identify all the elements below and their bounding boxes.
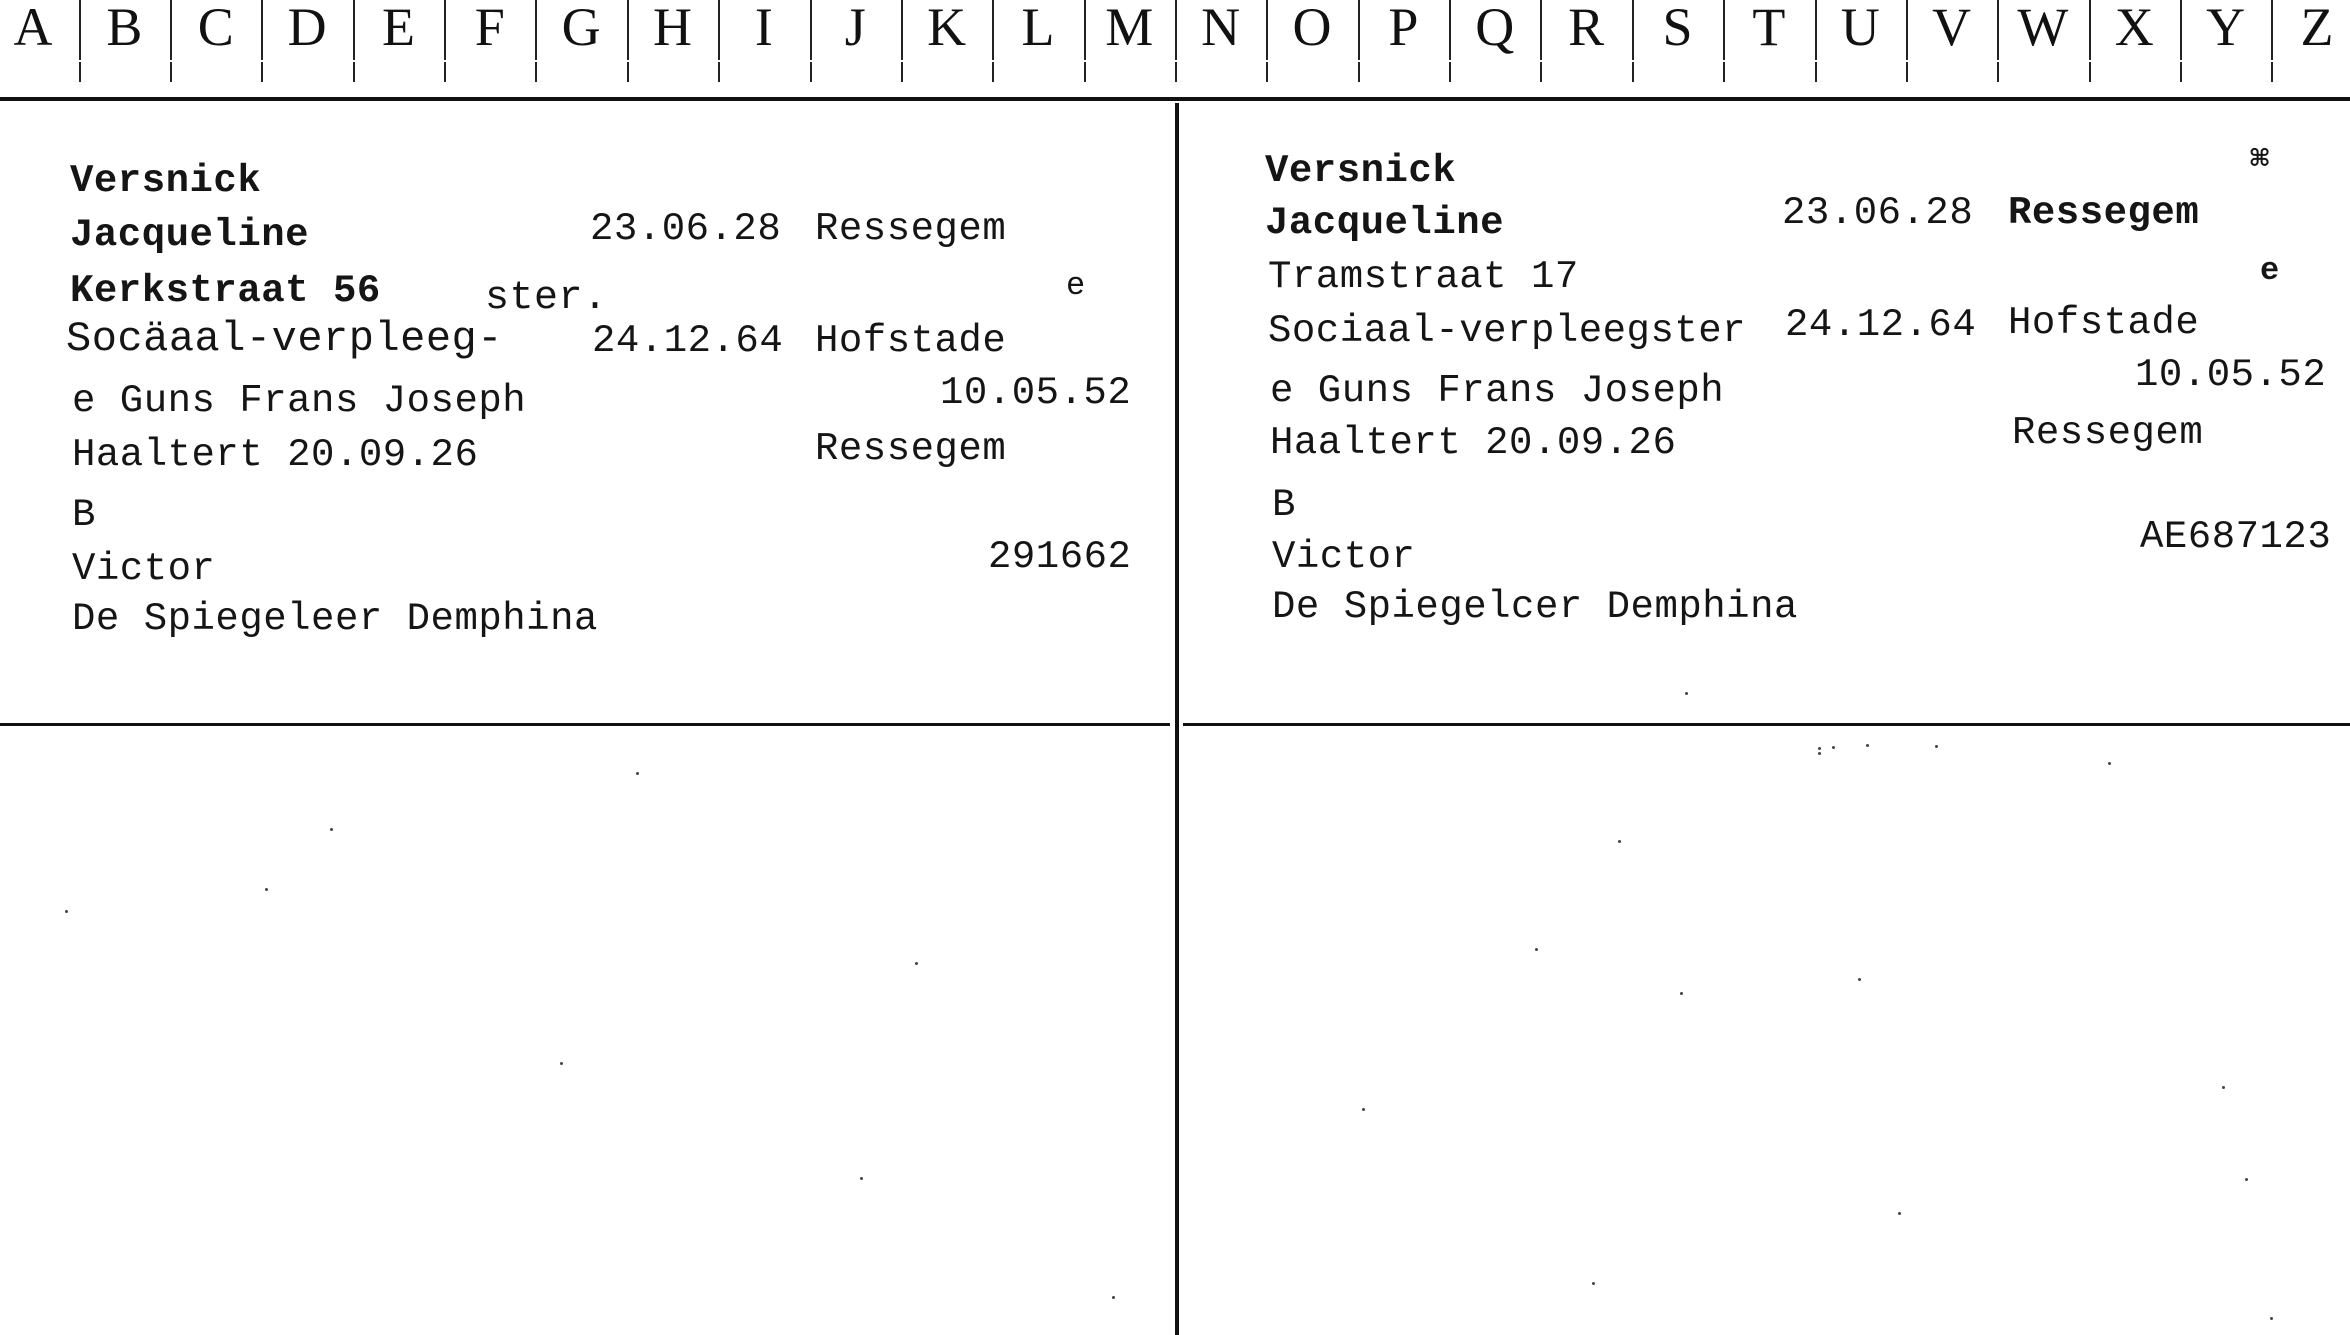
left-profession: Socäaal-verpleeg- <box>66 315 503 363</box>
alphabet-divider-tick <box>810 62 812 82</box>
alphabet-divider-tick <box>1815 62 1817 82</box>
alphabet-letter-f: F <box>474 0 505 57</box>
alphabet-letter-g: G <box>561 0 601 57</box>
right-birth-date: 23.06.28 <box>1782 191 1974 235</box>
left-registration-place: Hofstade <box>815 319 1007 363</box>
right-nationality: B <box>1272 483 1296 527</box>
right-id-number: AE687123 <box>2140 515 2332 559</box>
card-column-divider <box>1175 103 1179 1335</box>
alphabet-divider-tick <box>353 0 355 60</box>
alphabet-divider-tick <box>170 0 172 60</box>
alphabet-divider-tick <box>1632 62 1634 82</box>
alphabet-divider-tick <box>444 0 446 60</box>
alphabet-letter-n: N <box>1201 0 1241 57</box>
alphabet-divider-tick <box>1815 0 1817 60</box>
right-corner-mark: ⌘ <box>2250 142 2270 179</box>
alphabet-divider-tick <box>627 62 629 82</box>
alphabet-divider-tick <box>1266 0 1268 60</box>
left-spouse-birth: Haaltert 20.09.26 <box>72 433 479 477</box>
right-marriage-date: 10.05.52 <box>2135 353 2327 397</box>
alphabet-divider-tick <box>1723 62 1725 82</box>
alphabet-letter-j: J <box>844 0 866 57</box>
alphabet-divider-tick <box>1266 62 1268 82</box>
alphabet-letter-t: T <box>1752 0 1786 57</box>
alphabet-index-ruler <box>0 0 2350 100</box>
right-birth-place: Ressegem <box>2008 191 2200 235</box>
alphabet-divider-tick <box>261 62 263 82</box>
alphabet-letter-s: S <box>1662 0 1693 57</box>
right-registration-place: Hofstade <box>2008 301 2200 345</box>
left-profession-suffix: ster. <box>485 276 608 321</box>
right-father: Victor <box>1272 535 1416 579</box>
alphabet-divider-tick <box>2180 0 2182 60</box>
alphabet-letter-c: C <box>197 0 234 57</box>
alphabet-divider-tick <box>992 0 994 60</box>
alphabet-letter-a: A <box>13 0 53 57</box>
right-surname: Versnick <box>1265 149 1457 193</box>
alphabet-divider-tick <box>1723 0 1725 60</box>
right-first-name: Jacqueline <box>1265 201 1505 245</box>
left-card-bottom-rule <box>0 723 1170 726</box>
left-registration-date: 24.12.64 <box>592 319 784 363</box>
left-status-mark: e <box>1066 267 1086 304</box>
right-spouse-birth: Haaltert 20.09.26 <box>1270 421 1677 465</box>
alphabet-letter-h: H <box>653 0 693 57</box>
right-marriage-place: Ressegem <box>2012 411 2204 455</box>
alphabet-letter-e: E <box>381 0 415 57</box>
alphabet-divider-tick <box>1449 0 1451 60</box>
alphabet-divider-tick <box>1358 0 1360 60</box>
alphabet-divider-tick <box>992 62 994 82</box>
alphabet-letter-d: D <box>287 0 327 57</box>
right-spouse: e Guns Frans Joseph <box>1270 369 1725 413</box>
alphabet-divider-tick <box>444 62 446 82</box>
alphabet-divider-tick <box>2089 0 2091 60</box>
alphabet-letter-r: R <box>1568 0 1605 57</box>
right-mother: De Spiegelcer Demphina <box>1272 585 1798 629</box>
left-spouse: e Guns Frans Joseph <box>72 379 527 423</box>
left-first-name: Jacqueline <box>70 213 310 257</box>
alphabet-letter-m: M <box>1105 0 1154 57</box>
alphabet-divider-tick <box>810 0 812 60</box>
alphabet-letter-q: Q <box>1475 0 1515 57</box>
alphabet-divider-tick <box>1449 62 1451 82</box>
alphabet-letter-b: B <box>106 0 143 57</box>
right-registration-date: 24.12.64 <box>1785 303 1977 347</box>
left-father: Victor <box>72 547 216 591</box>
alphabet-letter-l: L <box>1021 0 1055 57</box>
alphabet-divider-tick <box>535 0 537 60</box>
alphabet-divider-tick <box>79 0 81 60</box>
alphabet-divider-tick <box>170 62 172 82</box>
alphabet-divider-tick <box>1906 62 1908 82</box>
alphabet-letter-v: V <box>1932 0 1972 57</box>
alphabet-letter-i: I <box>754 0 773 57</box>
alphabet-letter-k: K <box>927 0 967 57</box>
alphabet-letter-p: P <box>1388 0 1419 57</box>
alphabet-divider-tick <box>901 62 903 82</box>
alphabet-divider-tick <box>1906 0 1908 60</box>
left-nationality: B <box>72 493 96 537</box>
alphabet-divider-tick <box>1540 0 1542 60</box>
alphabet-divider-tick <box>1084 62 1086 82</box>
left-marriage-place: Ressegem <box>815 427 1007 471</box>
alphabet-divider-tick <box>1632 0 1634 60</box>
alphabet-letter-z: Z <box>2300 0 2334 57</box>
left-marriage-date: 10.05.52 <box>940 371 1132 415</box>
alphabet-divider-tick <box>1997 0 1999 60</box>
alphabet-divider-tick <box>1084 0 1086 60</box>
alphabet-divider-tick <box>718 62 720 82</box>
alphabet-divider-tick <box>627 0 629 60</box>
alphabet-letter-w: W <box>2017 0 2069 57</box>
alphabet-divider-tick <box>1175 62 1177 82</box>
alphabet-divider-tick <box>353 62 355 82</box>
alphabet-divider-tick <box>718 0 720 60</box>
left-id-number: 291662 <box>988 535 1132 579</box>
alphabet-letter-u: U <box>1840 0 1880 57</box>
alphabet-divider-tick <box>261 0 263 60</box>
alphabet-divider-tick <box>1997 62 1999 82</box>
right-card-bottom-rule <box>1183 723 2350 726</box>
alphabet-divider-tick <box>1540 62 1542 82</box>
alphabet-divider-tick <box>2180 62 2182 82</box>
alphabet-letter-x: X <box>2114 0 2154 57</box>
alphabet-letter-y: Y <box>2206 0 2246 57</box>
alphabet-letter-o: O <box>1292 0 1332 57</box>
left-birth-date: 23.06.28 <box>590 207 782 251</box>
alphabet-divider-tick <box>1358 62 1360 82</box>
alphabet-divider-tick <box>2089 62 2091 82</box>
header-rule <box>0 97 2350 101</box>
right-address: Tramstraat 17 <box>1268 255 1579 299</box>
right-profession: Sociaal-verpleegster <box>1268 309 1747 353</box>
left-address: Kerkstraat 56 <box>70 269 381 313</box>
alphabet-divider-tick <box>79 62 81 82</box>
right-status-mark: e <box>2260 252 2280 289</box>
alphabet-divider-tick <box>1175 0 1177 60</box>
alphabet-divider-tick <box>901 0 903 60</box>
alphabet-divider-tick <box>535 62 537 82</box>
left-surname: Versnick <box>70 159 262 203</box>
left-mother: De Spiegeleer Demphina <box>72 597 598 641</box>
alphabet-divider-tick <box>2271 62 2273 82</box>
alphabet-divider-tick <box>2271 0 2273 60</box>
left-birth-place: Ressegem <box>815 207 1007 251</box>
